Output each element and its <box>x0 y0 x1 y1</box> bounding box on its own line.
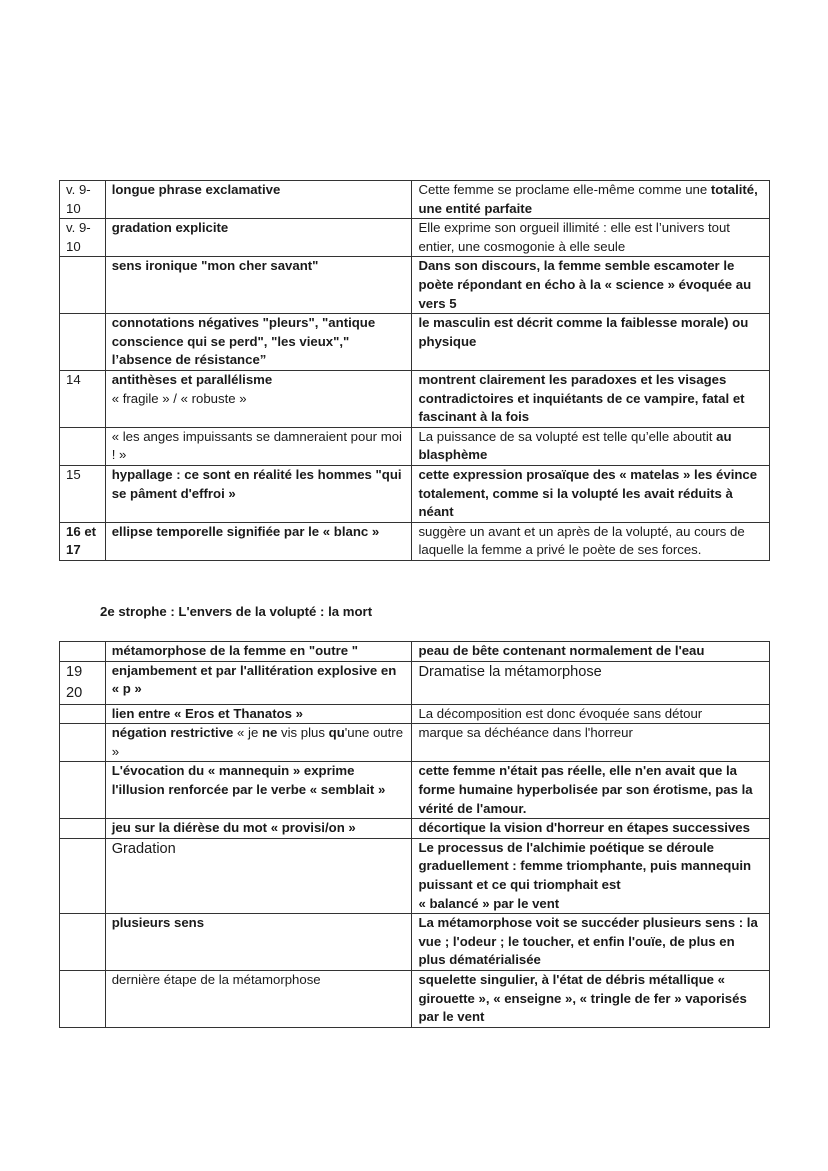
figure-cell: antithèses et parallélisme « fragile » / « robuste » <box>105 370 412 427</box>
table-row <box>60 370 770 427</box>
effect-cell: décortique la vision d'horreur en étapes successives <box>412 819 770 839</box>
figure-cell: négation restrictive « je ne vis plus qu'une outre » <box>105 724 412 762</box>
table-row <box>60 427 770 465</box>
table-row <box>60 181 770 219</box>
figure-cell: enjambement et par l'allitération explosive en « p » <box>105 661 412 704</box>
effect-cell: La puissance de sa volupté est telle qu’elle aboutit au blasphème <box>412 427 770 465</box>
effect-cell: cette femme n'était pas réelle, elle n'en avait que la forme humaine hyperbolisée par son érotisme, pas la vérité de l'amour. <box>412 762 770 819</box>
figure-cell: sens ironique "mon cher savant" <box>105 257 412 314</box>
verse-cell <box>60 819 106 839</box>
effect-cell: le masculin est décrit comme la faiblesse morale) ou physique <box>412 314 770 371</box>
table-row <box>60 642 770 662</box>
figure-cell: dernière étape de la métamorphose <box>105 970 412 1027</box>
figure-cell: lien entre « Eros et Thanatos » <box>105 704 412 724</box>
table-row <box>60 314 770 371</box>
verse-cell: v. 9-10 <box>60 219 106 257</box>
figure-cell: L'évocation du « mannequin » exprime l'illusion renforcée par le verbe « semblait » <box>105 762 412 819</box>
effect-cell: Elle exprime son orgueil illimité : elle est l’univers tout entier, une cosmogonie à elle seule <box>412 219 770 257</box>
verse-cell <box>60 838 106 913</box>
verse-cell <box>60 257 106 314</box>
figure-cell: longue phrase exclamative <box>105 181 412 219</box>
verse-cell <box>60 970 106 1027</box>
verse-cell <box>60 762 106 819</box>
section-heading: 2e strophe : L'envers de la volupté : la mort <box>100 604 373 619</box>
table-row <box>60 219 770 257</box>
figure-cell: Gradation <box>105 838 412 913</box>
table-row <box>60 762 770 819</box>
figure-cell: ellipse temporelle signifiée par le « blanc » <box>105 522 412 560</box>
effect-cell: La métamorphose voit se succéder plusieurs sens : la vue ; l'odeur ; le toucher, et enfin l'ouïe, de plus en plus dématérialisée <box>412 914 770 971</box>
effect-cell: Cette femme se proclame elle-même comme une totalité, une entité parfaite <box>412 181 770 219</box>
table-row <box>60 838 770 913</box>
table-row <box>60 522 770 560</box>
verse-cell <box>60 314 106 371</box>
verse-cell <box>60 704 106 724</box>
analysis-table-strophe-1 <box>59 180 770 561</box>
effect-cell: Dramatise la métamorphose <box>412 661 770 704</box>
table-row <box>60 704 770 724</box>
figure-cell: jeu sur la diérèse du mot « provisi/on » <box>105 819 412 839</box>
figure-cell: « les anges impuissants se damneraient pour moi ! » <box>105 427 412 465</box>
table-row <box>60 661 770 704</box>
table-row <box>60 465 770 522</box>
analysis-table-strophe-2 <box>59 641 770 1028</box>
figure-cell: métamorphose de la femme en "outre " <box>105 642 412 662</box>
verse-cell: v. 9-10 <box>60 181 106 219</box>
effect-cell: marque sa déchéance dans l'horreur <box>412 724 770 762</box>
table-body <box>60 181 770 561</box>
table-row <box>60 819 770 839</box>
verse-cell: 14 <box>60 370 106 427</box>
effect-cell: squelette singulier, à l'état de débris métallique « girouette », « enseigne », « tringle de fer » vaporisés par le vent <box>412 970 770 1027</box>
verse-cell: 15 <box>60 465 106 522</box>
verse-cell: 16 et 17 <box>60 522 106 560</box>
effect-cell: cette expression prosaïque des « matelas » les évince totalement, comme si la volupté les avait réduits à néant <box>412 465 770 522</box>
effect-cell: suggère un avant et un après de la volupté, au cours de laquelle la femme a privé le poète de ses forces. <box>412 522 770 560</box>
table-row <box>60 914 770 971</box>
figure-cell: hypallage : ce sont en réalité les hommes "qui se pâment d'effroi » <box>105 465 412 522</box>
verse-cell <box>60 427 106 465</box>
figure-cell: plusieurs sens <box>105 914 412 971</box>
verse-cell <box>60 724 106 762</box>
verse-cell <box>60 642 106 662</box>
effect-cell: peau de bête contenant normalement de l'eau <box>412 642 770 662</box>
effect-cell: Le processus de l'alchimie poétique se déroule graduellement : femme triomphante, puis mannequin puissant et ce qui triomphait est « balancé » par le vent <box>412 838 770 913</box>
table-row <box>60 724 770 762</box>
figure-cell: gradation explicite <box>105 219 412 257</box>
verse-cell <box>60 914 106 971</box>
effect-cell: montrent clairement les paradoxes et les visages contradictoires et inquiétants de ce vampire, fatal et fascinant à la fois <box>412 370 770 427</box>
effect-cell: Dans son discours, la femme semble escamoter le poète répondant en écho à la « science » évoquée au vers 5 <box>412 257 770 314</box>
table-row <box>60 970 770 1027</box>
effect-cell: La décomposition est donc évoquée sans détour <box>412 704 770 724</box>
table-row <box>60 257 770 314</box>
figure-cell: connotations négatives "pleurs", "antique conscience qui se perd", "les vieux"," l’absence de résistance” <box>105 314 412 371</box>
table-body <box>60 642 770 1028</box>
verse-cell: 19 20 <box>60 661 106 704</box>
